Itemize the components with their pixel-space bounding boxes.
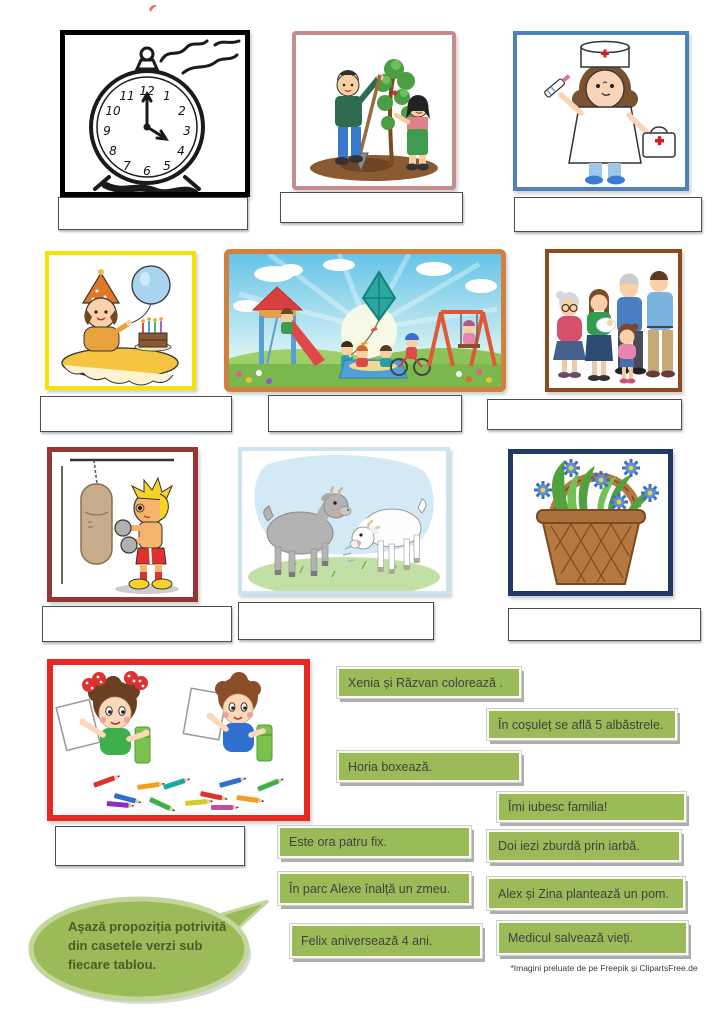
sentence-card-xenia[interactable]: [337, 667, 521, 698]
sentence-card-zmeu[interactable]: [278, 872, 471, 905]
answer-box-boxing[interactable]: [42, 606, 232, 642]
flower-basket-illustration: [513, 454, 668, 591]
boxing-illustration: [52, 452, 193, 597]
answer-box-goats[interactable]: [238, 602, 434, 640]
sentence-text: Medicul salvează vieți.: [508, 931, 634, 945]
flower-basket-card: [508, 449, 673, 596]
answer-box-basket[interactable]: [508, 608, 701, 641]
clock-number: 11: [119, 89, 135, 103]
clock-number: 2: [178, 104, 186, 118]
answer-box-planting[interactable]: [280, 192, 463, 223]
tree-planting-illustration: [296, 35, 452, 186]
nurse-illustration: [517, 35, 685, 187]
sentence-text: Îmi iubesc familia!: [508, 800, 608, 814]
sentence-card-ora[interactable]: [278, 826, 471, 858]
clock-number: 6: [143, 164, 151, 178]
sentence-text: Alex și Zina plantează un pom.: [498, 886, 669, 901]
clock-number: 3: [183, 124, 191, 138]
sentence-text: Felix aniversează 4 ani.: [301, 934, 433, 948]
sentence-card-horia[interactable]: [337, 751, 521, 782]
park-illustration: [229, 254, 501, 387]
sentence-card-iezi[interactable]: [487, 830, 681, 862]
clock-card: [60, 30, 250, 197]
clock-number: 8: [109, 144, 117, 158]
family-illustration: [549, 253, 678, 388]
sentence-card-felix[interactable]: [290, 924, 482, 958]
sentence-text: În parc Alexe înalță un zmeu.: [289, 881, 451, 896]
goats-card: [238, 447, 450, 595]
sentence-text: Xenia și Răzvan colorează .: [348, 675, 503, 690]
answer-box-coloring[interactable]: [55, 826, 245, 866]
answer-box-clock[interactable]: [58, 197, 248, 230]
park-card: [224, 249, 506, 392]
clock-number: 9: [103, 124, 111, 138]
answer-box-park[interactable]: [268, 395, 462, 432]
sentence-card-alex[interactable]: [487, 877, 685, 910]
goats-illustration: [242, 451, 446, 591]
clock-number: 4: [177, 144, 185, 158]
clock-number: 1: [163, 89, 171, 103]
answer-box-birthday[interactable]: [40, 396, 232, 432]
answer-box-nurse[interactable]: [514, 197, 702, 232]
clock-number: 5: [163, 159, 171, 173]
clock-illustration: [65, 35, 245, 192]
instruction-bubble: [26, 893, 286, 1005]
sentence-text: Horia boxează.: [348, 759, 433, 774]
sentence-card-familia[interactable]: [497, 792, 686, 822]
family-card: [545, 249, 682, 392]
coloring-illustration: [53, 665, 304, 815]
coloring-card: [47, 659, 310, 821]
sentence-text: Este ora patru fix.: [289, 835, 387, 849]
tree-planting-card: [292, 31, 456, 190]
birthday-illustration: [49, 255, 192, 386]
sentence-text: Doi iezi zburdă prin iarbă.: [498, 839, 640, 853]
instruction-text: Așază propoziția potrivită din casetele verzi sub fiecare tablou.: [68, 919, 227, 972]
boxing-card: [47, 447, 198, 602]
sentence-text: În coșuleț se află 5 albăstrele.: [498, 717, 664, 732]
red-pen-mark-icon: [146, 1, 160, 15]
sentence-card-cosulet[interactable]: [487, 709, 677, 740]
nurse-card: [513, 31, 689, 191]
answer-box-family[interactable]: [487, 399, 682, 430]
clock-number: 12: [139, 84, 155, 98]
pencils: [93, 773, 285, 813]
attribution-note: *Imagini preluate de pe Freepik și ClipartsFree.de: [510, 963, 698, 973]
sentence-card-medicul[interactable]: [497, 921, 688, 955]
clock-number: 7: [123, 159, 131, 173]
birthday-card: [45, 251, 196, 390]
clock-number: 10: [105, 104, 121, 118]
